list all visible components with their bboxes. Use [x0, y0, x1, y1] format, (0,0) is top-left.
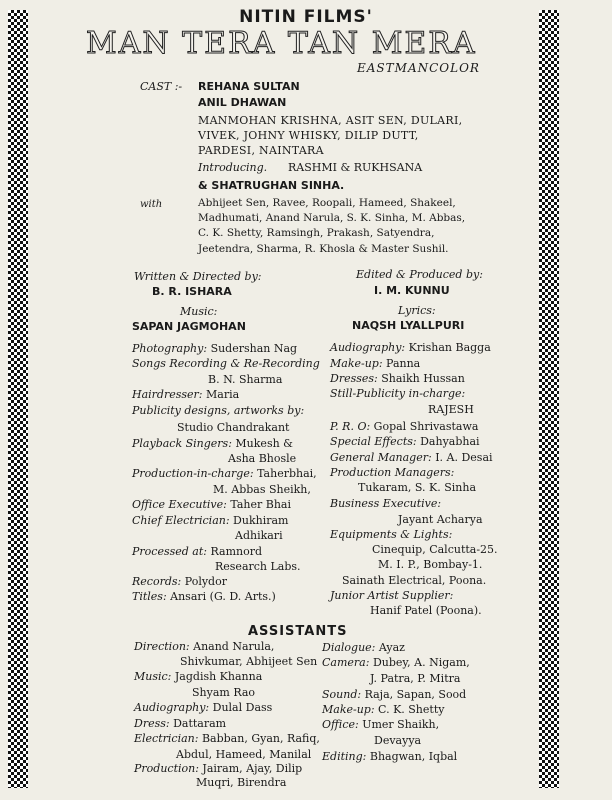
crew-entry: General Manager: I. A. Desai [330, 451, 493, 464]
with-label: with [140, 199, 163, 210]
music-name: SAPAN JAGMOHAN [132, 320, 246, 333]
crew-entry: Audiography: Krishan Bagga [330, 341, 491, 354]
crew-entry: Processed at: Ramnord [132, 545, 263, 558]
crew-entry: B. N. Sharma [208, 373, 283, 386]
lead-actor-2: ANIL DHAWAN [198, 96, 287, 109]
crew-entry: Publicity designs, artworks by: [132, 404, 305, 417]
crew-entry: Playback Singers: Mukesh & [132, 437, 293, 450]
assistant-entry: Shyam Rao [192, 686, 256, 699]
crew-entry: Junior Artist Supplier: [330, 589, 454, 602]
crew-entry: Adhikari [235, 529, 283, 542]
assistant-entry: Direction: Anand Narula, [134, 640, 275, 653]
crew-entry: Business Executive: [330, 497, 442, 510]
introducing-names: RASHMI & RUKHSANA [288, 161, 423, 174]
edited-produced-name: I. M. KUNNU [374, 284, 450, 297]
assistant-entry: Dress: Dattaram [134, 717, 227, 730]
crew-entry: M. I. P., Bombay-1. [378, 558, 483, 571]
lyrics-label: Lyrics: [398, 304, 436, 317]
supporting-cast-line: PARDESI, NAINTARA [198, 144, 324, 157]
assistant-entry: Sound: Raja, Sapan, Sood [322, 688, 467, 701]
crew-entry: P. R. O: Gopal Shrivastawa [330, 420, 479, 433]
lyrics-name: NAQSH LYALLPURI [352, 319, 465, 332]
introducing-label: Introducing. [198, 161, 268, 174]
crew-entry: Hanif Patel (Poona). [370, 604, 482, 617]
crew-entry: Studio Chandrakant [177, 421, 290, 434]
crew-entry: Chief Electrician: Dukhiram [132, 514, 289, 527]
crew-entry: M. Abbas Sheikh, [213, 483, 311, 496]
crew-entry: Songs Recording & Re-Recording [132, 357, 320, 370]
film-title: MAN TERA TAN MERA [86, 26, 477, 61]
crew-entry: Special Effects: Dahyabhai [330, 435, 480, 448]
assistant-entry: Editing: Bhagwan, Iqbal [322, 750, 458, 763]
assistant-entry: Make-up: C. K. Shetty [322, 703, 445, 716]
company-name: NITIN FILMS' [239, 7, 373, 27]
with-cast-line: Abhijeet Sen, Ravee, Roopali, Hameed, Shakeel, [198, 197, 456, 209]
supporting-cast-line: VIVEK, JOHNY WHISKY, DILIP DUTT, [198, 129, 419, 142]
crew-entry: Cinequip, Calcutta-25. [372, 543, 498, 556]
music-label: Music: [180, 305, 218, 318]
color-process: EASTMANCOLOR [357, 61, 480, 75]
assistant-entry: Office: Umer Shaikh, [322, 718, 440, 731]
crew-entry: Tukaram, S. K. Sinha [358, 481, 477, 494]
assistant-entry: J. Patra, P. Mitra [370, 672, 461, 685]
assistant-entry: Electrician: Babban, Gyan, Rafiq, [134, 732, 320, 745]
crew-entry: Make-up: Panna [330, 357, 421, 370]
assistant-entry: Abdul, Hameed, Manilal [176, 748, 312, 761]
written-directed-name: B. R. ISHARA [152, 285, 232, 298]
lead-actor-1: REHANA SULTAN [198, 80, 300, 93]
crew-entry: Still-Publicity in-charge: [330, 387, 466, 400]
edited-produced-label: Edited & Produced by: [356, 268, 483, 281]
crew-entry: Research Labs. [215, 560, 301, 573]
crew-entry: Hairdresser: Maria [132, 388, 240, 401]
crew-entry: Equipments & Lights: [330, 528, 453, 541]
crew-entry: Sainath Electrical, Poona. [342, 574, 487, 587]
crew-entry: RAJESH [428, 403, 474, 416]
crew-entry: Jayant Acharya [398, 513, 483, 526]
crew-entry: Asha Bhosle [228, 452, 297, 465]
supporting-cast-line: MANMOHAN KRISHNA, ASIT SEN, DULARI, [198, 114, 463, 127]
assistant-entry: Music: Jagdish Khanna [134, 670, 263, 683]
crew-entry: Titles: Ansari (G. D. Arts.) [132, 590, 276, 603]
crew-entry: Photography: Sudershan Nag [132, 342, 298, 355]
assistant-entry: Muqri, Birendra [196, 776, 287, 789]
with-cast-line: Madhumati, Anand Narula, S. K. Sinha, M. Abbas, [198, 212, 466, 224]
assistant-entry: Shivkumar, Abhijeet Sen [180, 655, 318, 668]
assistant-entry: Dialogue: Ayaz [322, 641, 405, 654]
written-directed-label: Written & Directed by: [134, 270, 262, 283]
crew-entry: Office Executive: Taher Bhai [132, 498, 291, 511]
crew-entry: Production Managers: [330, 466, 455, 479]
assistants-heading: ASSISTANTS [248, 624, 348, 639]
assistant-entry: Devayya [374, 734, 422, 747]
crew-entry: Records: Polydor [132, 575, 227, 588]
with-cast-line: C. K. Shetty, Ramsingh, Prakash, Satyendra, [198, 227, 435, 239]
assistant-entry: Audiography: Dulal Dass [134, 701, 273, 714]
crew-entry: Dresses: Shaikh Hussan [330, 372, 465, 385]
crew-entry: Production-in-charge: Taherbhai, [132, 467, 317, 480]
cast-label: CAST :- [140, 80, 183, 93]
assistant-entry: Production: Jairam, Ajay, Dilip [134, 762, 303, 775]
assistant-entry: Camera: Dubey, A. Nigam, [322, 656, 470, 669]
introducing-names-2: & SHATRUGHAN SINHA. [198, 179, 345, 192]
with-cast-line: Jeetendra, Sharma, R. Khosla & Master Sushil. [198, 243, 449, 255]
